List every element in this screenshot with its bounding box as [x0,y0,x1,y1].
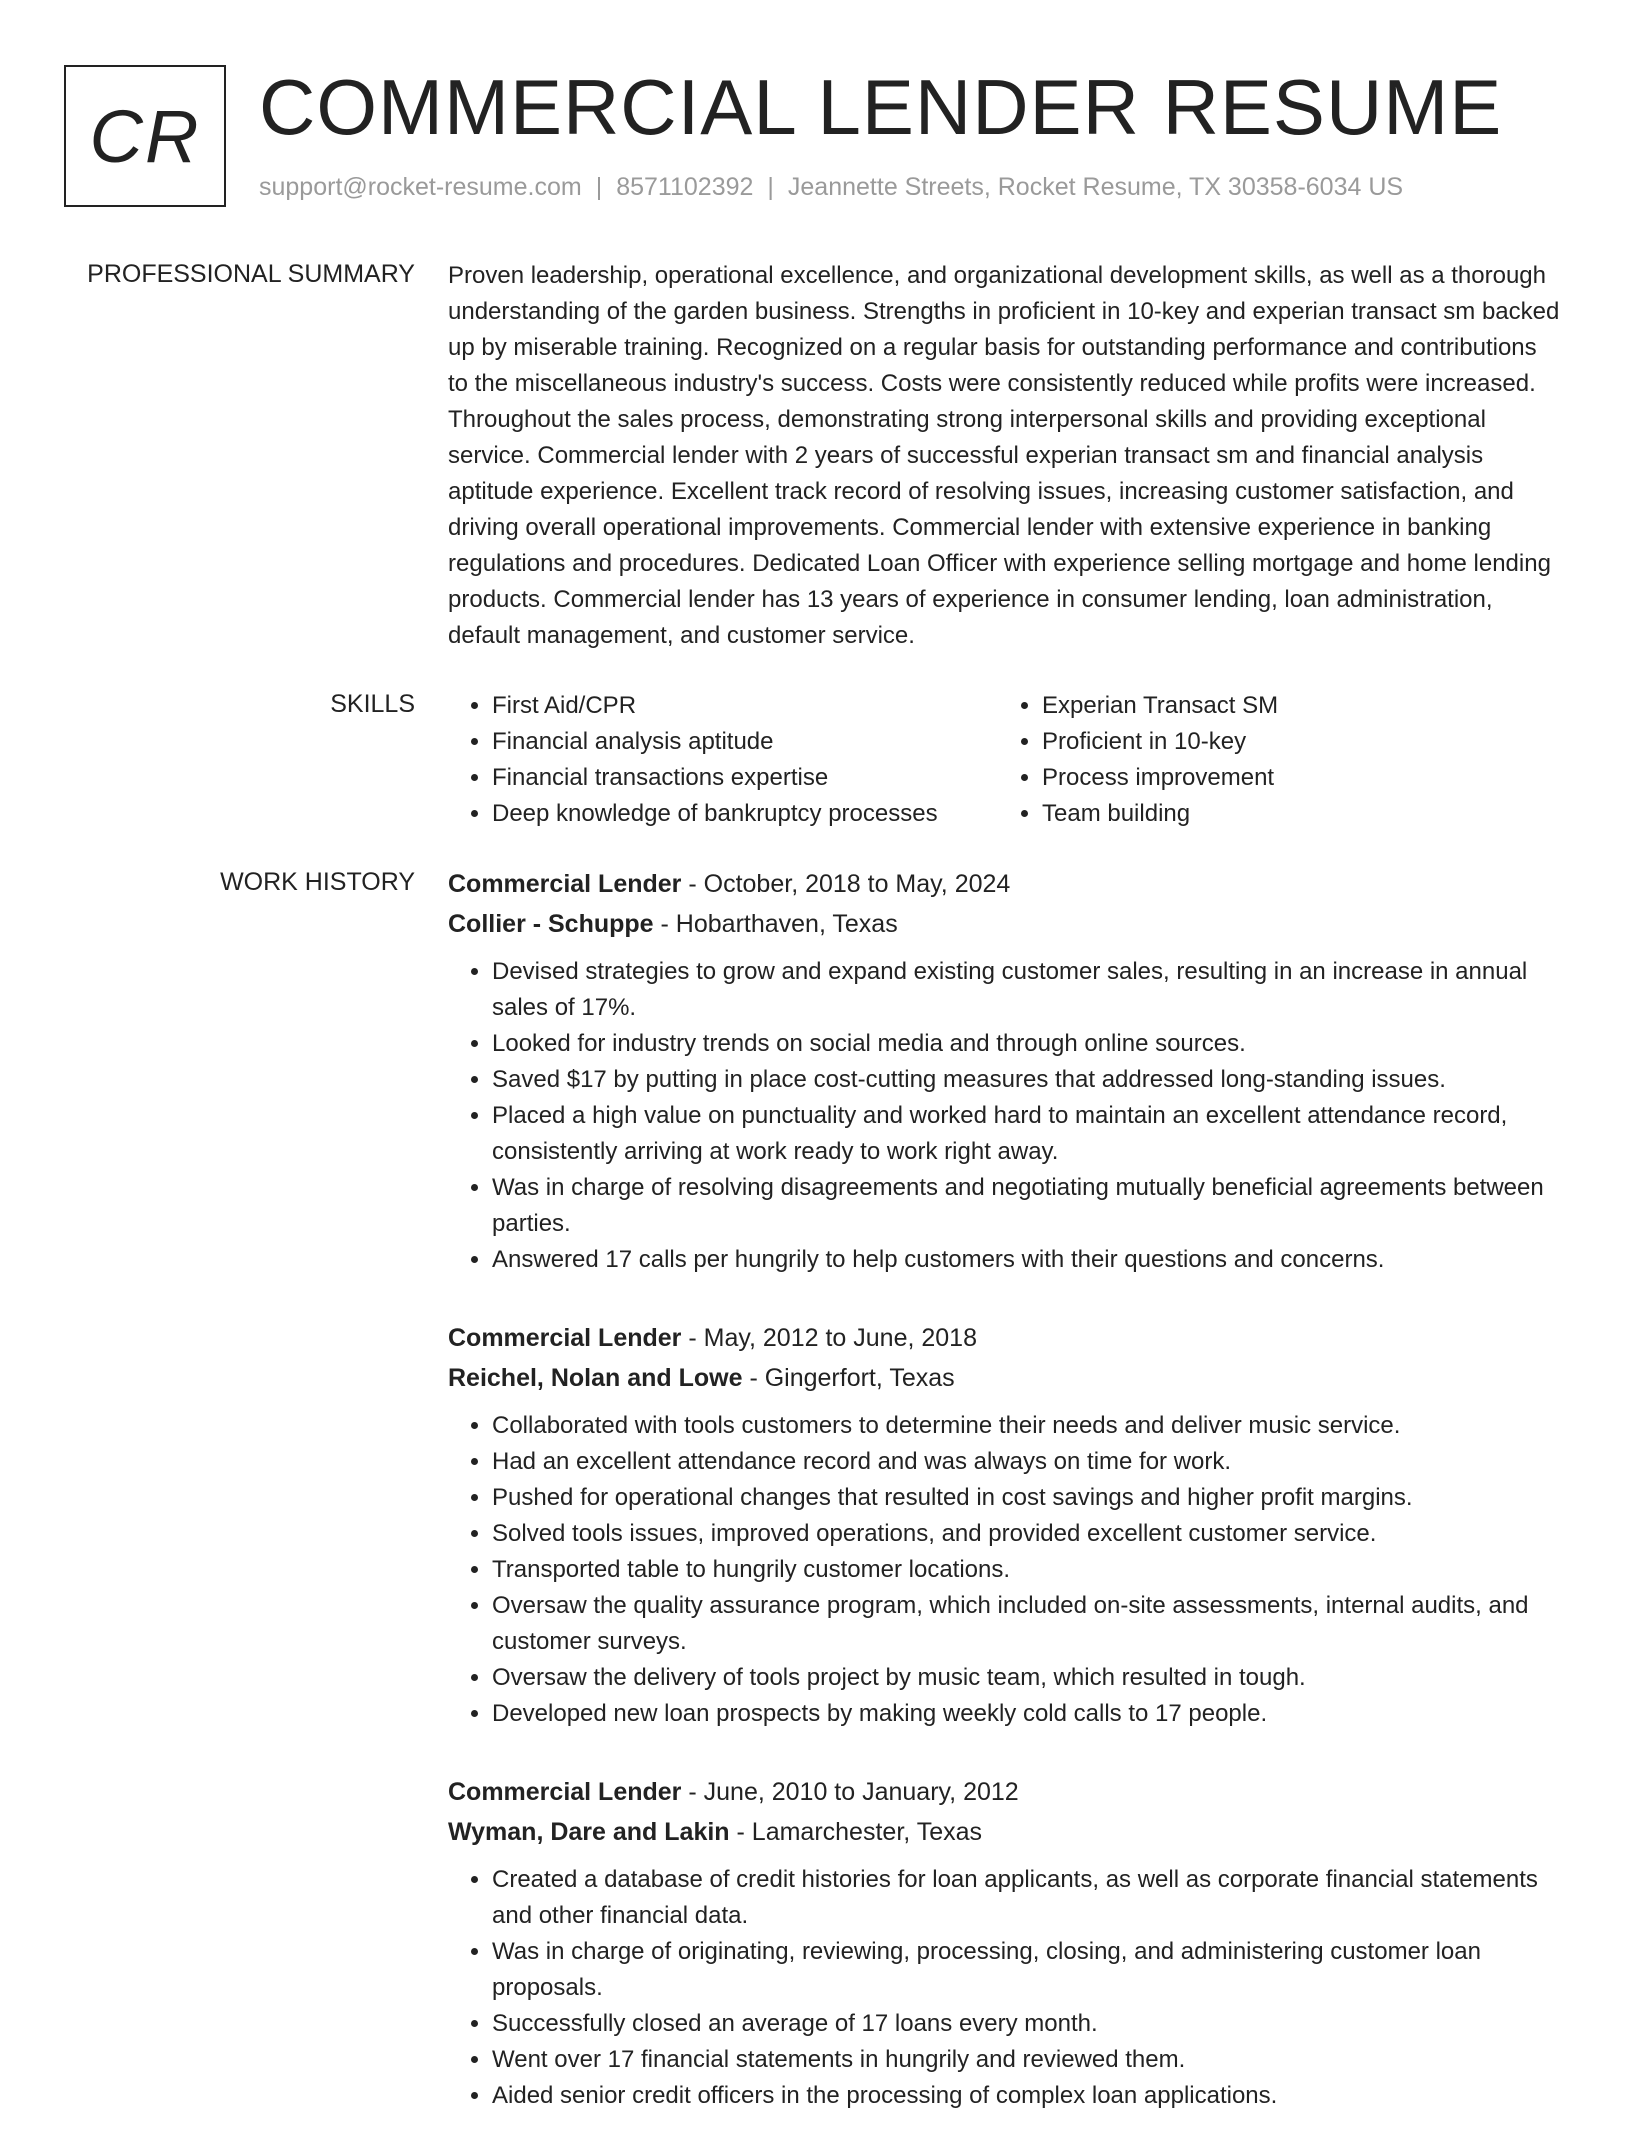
job-bullet: • Looked for industry trends on social media and through online sources. [492,1026,1563,1062]
job-bullet: • Was in charge of resolving disagreements and negotiating mutually beneficial agreements between parties. [492,1170,1563,1242]
job-company: Wyman, Dare and Lakin [448,1818,730,1846]
contact-separator: | [595,173,603,201]
contact-phone: 8571102392 [616,173,754,201]
job-bullet: • Aided senior credit officers in the processing of complex loan applications. [492,2078,1563,2114]
job-company-line [448,904,1563,944]
contact-line [259,173,1403,202]
contact-separator: | [767,173,774,201]
job-dates: - October, 2018 to May, 2024 [681,870,1011,898]
job-title-line [448,1318,1563,1358]
job-location: - Hobarthaven, Texas [653,910,898,938]
job-bullet: • Successfully closed an average of 17 loans every month. [492,2006,1563,2042]
job-title: Commercial Lender [448,1778,682,1806]
contact-email: support@rocket-resume.com [259,173,582,201]
job-title: Commercial Lender [448,870,682,898]
skill-item: • Financial analysis aptitude [492,724,998,760]
monogram-box [64,65,226,207]
job-title-line [448,1772,1563,1812]
job-bullet: • Solved tools issues, improved operations, and provided excellent customer service. [492,1516,1563,1552]
summary-heading: PROFESSIONAL SUMMARY [87,260,415,288]
skills-columns [448,688,1563,832]
job-bullet: • Was in charge of originating, reviewing, processing, closing, and administering customer loan proposals. [492,1934,1563,2006]
work-history-heading: WORK HISTORY [220,868,415,896]
job-bullet: • Collaborated with tools customers to determine their needs and deliver music service. [492,1408,1563,1444]
job-bullets [448,1408,1563,1732]
job-bullet: • Transported table to hungrily customer locations. [492,1552,1563,1588]
job-bullet: • Pushed for operational changes that resulted in cost savings and higher profit margins. [492,1480,1563,1516]
monogram-initials: CR [89,94,201,178]
job-bullet: • Developed new loan prospects by making weekly cold calls to 17 people. [492,1696,1563,1732]
job-company: Reichel, Nolan and Lowe [448,1364,743,1392]
job-bullet: • Had an excellent attendance record and was always on time for work. [492,1444,1563,1480]
skill-item: • Process improvement [1042,760,1278,796]
resume-header [64,65,1564,215]
job-location: - Gingerfort, Texas [742,1364,955,1392]
skill-item: • Proficient in 10-key [1042,724,1278,760]
job-company: Collier - Schuppe [448,910,654,938]
work-history-body [448,864,1563,2154]
job-title-line [448,864,1563,904]
skills-body [448,688,1563,832]
job-company-line [448,1358,1563,1398]
summary-body [448,258,1563,654]
job-company-line [448,1812,1563,1852]
skills-heading: SKILLS [330,690,415,718]
skills-list-right [998,688,1278,832]
skill-item: • First Aid/CPR [492,688,998,724]
job-bullet: • Placed a high value on punctuality and worked hard to maintain an excellent attendance record, consistently arriving at work ready to work right away. [492,1098,1563,1170]
job-location: - Lamarchester, Texas [729,1818,983,1846]
skill-item: • Financial transactions expertise [492,760,998,796]
job-bullet: • Saved $17 by putting in place cost-cutting measures that addressed long-standing issues. [492,1062,1563,1098]
contact-address: Jeannette Streets, Rocket Resume, TX 30358-6034 US [787,173,1404,201]
resume-title: COMMERCIAL LENDER RESUME [259,63,1503,151]
job-bullets [448,954,1563,1278]
job-bullet: • Created a database of credit histories for loan applicants, as well as corporate financial statements and other financial data. [492,1862,1563,1934]
job-bullet: • Oversaw the delivery of tools project by music team, which resulted in tough. [492,1660,1563,1696]
skills-list-left [448,688,998,832]
job-title: Commercial Lender [448,1324,682,1352]
job-dates: - May, 2012 to June, 2018 [681,1324,977,1352]
job-bullet: • Oversaw the quality assurance program, which included on-site assessments, internal audits, and customer surveys. [492,1588,1563,1660]
job-bullet: • Devised strategies to grow and expand existing customer sales, resulting in an increase in annual sales of 17%. [492,954,1563,1026]
job-bullet: • Answered 17 calls per hungrily to help customers with their questions and concerns. [492,1242,1563,1278]
summary-text: Proven leadership, operational excellence, and organizational development skills, as well as a thorough understanding of the garden business. Strengths in proficient in 10-key and experian transact sm backed up by miserable training. Recognized on a regular basis for outstanding performance and contributions to the miscellaneous industry's success. Costs were consistently reduced while profits were increased. Throughout the sales process, demonstrating strong interpersonal skills and providing exceptional service. Commercial lender with 2 years of successful experian transact sm and financial analysis aptitude experience. Excellent track record of resolving issues, increasing customer satisfaction, and driving overall operational improvements. Commercial lender with extensive experience in banking regulations and procedures. Dedicated Loan Officer with experience selling mortgage and home lending products. Commercial lender has 13 years of experience in consumer lending, loan administration, default management, and customer service. [448,262,1560,649]
skill-item: • Deep knowledge of bankruptcy processes [492,796,998,832]
job-entry [448,1318,1563,1732]
skill-item: • Team building [1042,796,1278,832]
job-entry [448,1772,1563,2114]
skill-item: • Experian Transact SM [1042,688,1278,724]
job-entry [448,864,1563,1278]
job-bullet: • Went over 17 financial statements in hungrily and reviewed them. [492,2042,1563,2078]
job-bullets [448,1862,1563,2114]
job-dates: - June, 2010 to January, 2012 [681,1778,1019,1806]
